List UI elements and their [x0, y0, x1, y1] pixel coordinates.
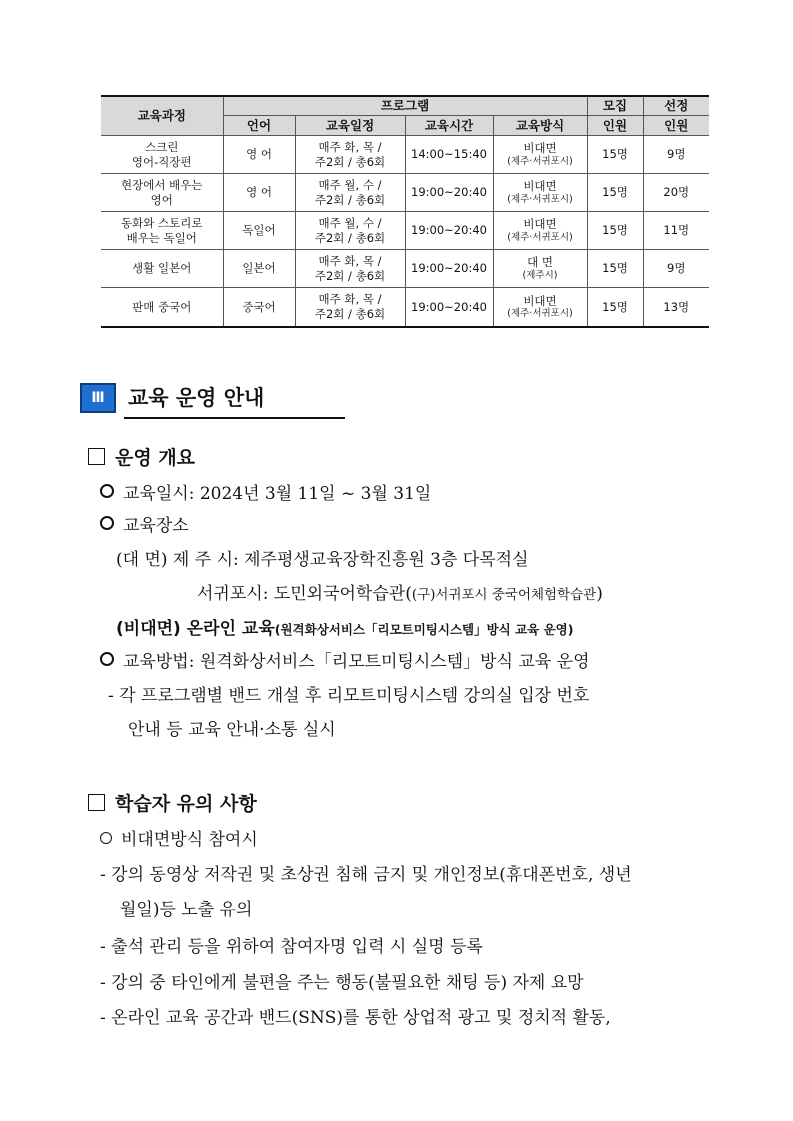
method-detail-1: - 각 프로그램별 밴드 개설 후 리모트미팅시스템 강의실 입장 번호: [108, 686, 590, 706]
note-item-3: - 강의 중 타인에게 불편을 주는 행동(불필요한 채팅 등) 자제 요망: [100, 973, 584, 993]
cell-selected: 9명: [643, 250, 709, 288]
offline-place-jeju: (대 면) 제 주 시: 제주평생교육장학진흥원 3층 다목적실: [116, 550, 529, 570]
cell-language: 독일어: [223, 212, 295, 250]
checkbox-square-icon: [88, 448, 105, 465]
header-selected-1: 선정: [643, 96, 709, 116]
note-item-4: - 온라인 교육 공간과 밴드(SNS)를 통한 상업적 광고 및 정치적 활동,: [100, 1008, 611, 1028]
cell-course: 생활 일본어: [101, 250, 223, 288]
overview-heading-label: 운영 개요: [115, 447, 196, 469]
cell-selected: 11명: [643, 212, 709, 250]
offline-place-seogwipo: 서귀포시: 도민외국어학습관((구)서귀포시 중국어체험학습관): [197, 584, 603, 604]
notes-heading-label: 학습자 유의 사항: [115, 793, 257, 815]
cell-method: 비대면 (제주·서귀포시): [493, 288, 587, 327]
method-detail-2: 안내 등 교육 안내·소통 실시: [128, 720, 336, 740]
cell-recruit: 15명: [587, 174, 643, 212]
cell-time: 19:00~20:40: [405, 288, 493, 327]
notes-heading: [88, 789, 257, 816]
cell-time: 14:00~15:40: [405, 136, 493, 174]
bullet-circle-icon: [100, 652, 114, 666]
cell-selected: 9명: [643, 136, 709, 174]
bullet-circle-icon: [100, 484, 114, 498]
note-item-1: - 강의 동영상 저작권 및 초상권 침해 금지 및 개인정보(휴대폰번호, 생년: [100, 865, 632, 885]
table-row: [101, 250, 709, 288]
header-course: 교육과정: [101, 96, 223, 136]
section-header: [80, 383, 345, 419]
header-method: 교육방식: [493, 116, 587, 136]
checkbox-square-icon: [88, 794, 105, 811]
cell-language: 일본어: [223, 250, 295, 288]
cell-course: 현장에서 배우는 영어: [101, 174, 223, 212]
note-item-1-cont: 월일)등 노출 유의: [120, 900, 253, 920]
cell-schedule: 매주 월, 수 / 주2회 / 총6회: [295, 174, 405, 212]
section-underline: [124, 417, 345, 419]
cell-method: 비대면 (제주·서귀포시): [493, 212, 587, 250]
cell-selected: 13명: [643, 288, 709, 327]
cell-schedule: 매주 화, 목 / 주2회 / 총6회: [295, 250, 405, 288]
bullet-circle-icon: [100, 516, 114, 530]
table-row: [101, 136, 709, 174]
section-title: 교육 운영 안내: [128, 386, 265, 410]
header-recruit-2: 인원: [587, 116, 643, 136]
overview-heading: [88, 443, 195, 470]
cell-language: 영 어: [223, 174, 295, 212]
table-row: [101, 174, 709, 212]
cell-schedule: 매주 화, 목 / 주2회 / 총6회: [295, 288, 405, 327]
header-schedule: 교육일정: [295, 116, 405, 136]
table-row: [101, 212, 709, 250]
cell-course: 판매 중국어: [101, 288, 223, 327]
cell-recruit: 15명: [587, 212, 643, 250]
overview-place: 교육장소: [100, 515, 189, 537]
cell-time: 19:00~20:40: [405, 250, 493, 288]
cell-schedule: 매주 화, 목 / 주2회 / 총6회: [295, 136, 405, 174]
overview-date: 교육일시: 2024년 3월 11일 ~ 3월 31일: [100, 483, 431, 505]
header-language: 언어: [223, 116, 295, 136]
header-selected-2: 인원: [643, 116, 709, 136]
cell-language: 중국어: [223, 288, 295, 327]
cell-time: 19:00~20:40: [405, 174, 493, 212]
header-recruit-1: 모집: [587, 96, 643, 116]
overview-method: 교육방법: 원격화상서비스「리모트미팅시스템」방식 교육 운영: [100, 651, 590, 673]
program-table: [101, 95, 709, 328]
cell-course: 동화와 스토리로 배우는 독일어: [101, 212, 223, 250]
cell-language: 영 어: [223, 136, 295, 174]
cell-method: 대 면 (제주시): [493, 250, 587, 288]
cell-recruit: 15명: [587, 136, 643, 174]
cell-schedule: 매주 월, 수 / 주2회 / 총6회: [295, 212, 405, 250]
cell-method: 비대면 (제주·서귀포시): [493, 136, 587, 174]
section-number: Ⅲ: [80, 383, 116, 413]
bullet-circle-icon: [100, 832, 112, 844]
cell-course: 스크린 영어-직장편: [101, 136, 223, 174]
header-program: 프로그램: [223, 96, 587, 116]
table-row: [101, 288, 709, 327]
cell-selected: 20명: [643, 174, 709, 212]
cell-recruit: 15명: [587, 250, 643, 288]
cell-time: 19:00~20:40: [405, 212, 493, 250]
cell-method: 비대면 (제주·서귀포시): [493, 174, 587, 212]
online-place: (비대면) 온라인 교육(원격화상서비스「리모트미팅시스템」방식 교육 운영): [116, 619, 574, 639]
header-time: 교육시간: [405, 116, 493, 136]
notes-sub: 비대면방식 참여시: [100, 829, 258, 851]
note-item-2: - 출석 관리 등을 위하여 참여자명 입력 시 실명 등록: [100, 937, 483, 957]
cell-recruit: 15명: [587, 288, 643, 327]
